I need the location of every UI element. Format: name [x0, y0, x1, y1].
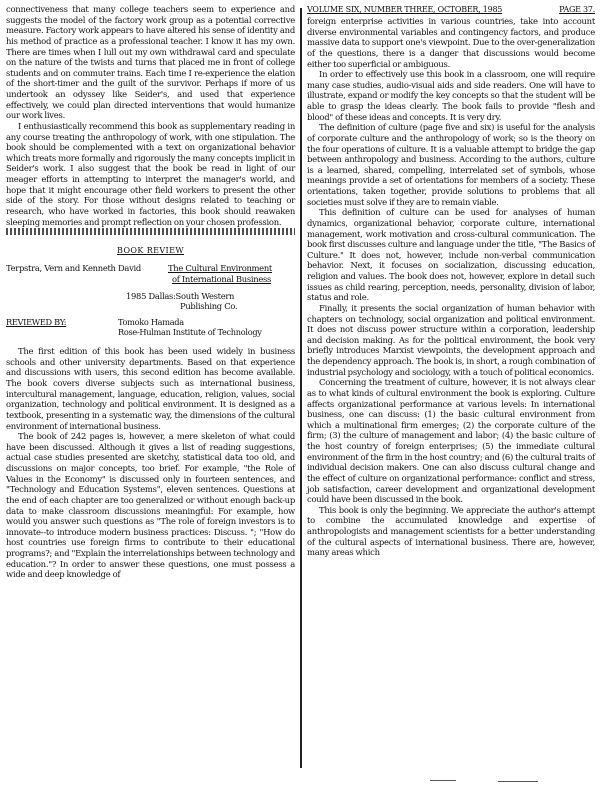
book-title: The Cultural Environment: [168, 263, 272, 274]
paragraph: foreign enterprise activities in various countries, take into account diverse environmental variables and contingency factors, and produce massive data to support one's viewpoint. Due to the over-generalization of the questions, there is a danger that discussions would become either too superficial or ambiguous.: [307, 16, 595, 69]
book-authors: Terpstra, Vern and Kenneth David: [6, 263, 141, 274]
paragraph: The definition of culture (page five and six) is useful for the analysis of corporate culture and the anthropology of work; so is the theory on the four operations of culture. It is a valuable attempt to bridge the gap between anthropology and business. According to the authors, culture is a learned, shared, compelling, interrelated set of symbols, whose meanings provide a set of orientations for members of a society. These orientations, taken together, provide solutions to problems that all societies must solve if they are to remain viable.: [307, 122, 595, 207]
paragraph: This definition of culture can be used for analyses of human dynamics, organizational behavior, corporate culture, international management, work motivation and cross-cultural communication. The book first discusses culture and language under the title, "The Basics of Culture." It does not, however, include non-verbal communication behavior. Next, it focuses on socialization, discussing education, religion and values. The book does not, however, explore in detail such issues as child rearing, perception, needs, personality, division of labor, status and role.: [307, 207, 595, 303]
scan-mark: [430, 780, 456, 781]
reviewer-block: [6, 317, 295, 337]
paragraph: The first edition of this book has been used widely in business schools and other university departments. Based on that experience and discussions with users, this second edition has become available. The book covers diverse subjects such as international business, intercultural management, language, education, religion, values, social organization, technology and political environment. It is designed as a textbook, presenting in a systematic way, the dimensions of the cultural environment of international business.: [6, 346, 295, 431]
paragraph: In order to effectively use this book in a classroom, one will require many case studies, audio-visual aids and side readers. One will have to illustrate, expand or modify the key concepts so that the student will be able to grasp the ideas clearly. The book fails to provide "flesh and blood" of these ideas and concepts. It is very dry.: [307, 69, 595, 122]
publisher-line: Publishing Co.: [180, 301, 238, 312]
reviewer-name: Tomoko Hamada: [118, 317, 184, 328]
scan-mark: [498, 781, 538, 782]
paragraph: I enthusiastically recommend this book as supplementary reading in any course treating the anthropology of work, with one stipulation. The book should be complemented with a text on organizational behavior which treats more formally and rigorously the many concepts implicit in Seider's work. I also suggest that the book be read in light of our meager efforts in attempting to interpret the manager's world, and hope that it might encourage other field workers to present the other side of the story. For those without designs related to teaching or research, who have worked in factories, this book should reawaken sleeping memories and prompt reflection on your chosen profession.: [6, 120, 295, 227]
scan-marks: [430, 778, 540, 784]
page-number: PAGE 37.: [559, 5, 595, 14]
paragraph: This book is only the beginning. We appreciate the author's attempt to combine the accumulated knowledge and expertise of anthropologists and management scientists for a better understanding of the cultural aspects of international business. There are, however, many areas which: [307, 504, 595, 558]
publisher-line: 1985 Dallas:South Western: [126, 291, 235, 302]
publisher-info: [126, 291, 295, 311]
paragraph: The book of 242 pages is, however, a mere skeleton of what could have been discussed. Although it gives a list of reading suggestions, actual case studies presented are sketchy, statistical data too old, and discussions on major concepts, too brief. For example, "the Role of Values in the Economy" is discussed only in fourteen sentences, and "Technology and Education Systems", eleven sentences. Questions at the end of each chapter are too generalized or without enough back-up data to make classroom discussions meaningful: For example, how would you answer such questions as "The role of foreign investors is to innovate--to introduce modern business practices: Discuss. "; "How do host countries use foreign firms to contribute to their educational programs?; and "Explain the interrelationships between technology and education."? In order to answer these questions, one must possess a wide and deep knowledge of: [6, 431, 295, 580]
column-divider: [300, 8, 302, 768]
paragraph: connectiveness that many college teachers seem to experience and suggests the model of the factory work group as a potential corrective measure. Factory work appears to have altered his sense of identity and his method of practice as a professional teacher. I know it has my own. There are times when I lull out my own withdrawal card and speculate on the nature of the twists and turns that placed me in front of college students and on commuter trains. Each time I re-experience the elation of the short-timer and the guilt of the survivor. Perhaps if more of us undertook an odyssey like Seider's, and used that experience effectively, we could plan directed interventions that would humanize our work lives.: [6, 4, 295, 121]
book-citation: [6, 263, 295, 285]
left-column: [6, 4, 295, 776]
book-title-cont: of International Business: [172, 274, 272, 285]
paragraph: Finally, it presents the social organization of human behavior with chapters on technology, social organization and political environment. It does not discuss power structure within a corporation, leadership and decision making. As for the political environment, the book very briefly introduces Marxist viewpoints, the development approach and the dependency approach. The book is, in short, a rough combination of industrial psychology and sociology, with a touch of political economics.: [307, 302, 595, 377]
issue-info: VOLUME SIX, NUMBER THREE, OCTOBER, 1985: [307, 5, 503, 14]
review-heading: BOOK REVIEW: [117, 246, 184, 256]
page-header: [307, 4, 595, 16]
reviewer-affiliation: Rose-Hulman Institute of Technology: [118, 327, 262, 338]
reviewed-by-label: REVIEWED BY:: [6, 317, 67, 328]
paragraph: Concerning the treatment of culture, however, it is not always clear as to what kinds of cultural environment the book is exploring. Culture affects organizational performance at various levels: In international business, one can discuss: (1) the basic cultural environment from which a multinational firm emerges; (2) the corporate culture of the firm; (3) the culture of management and labor; (4) the basic culture of the host country of foreign enterprises; (5) the immediate cultural environment of the firm in the host country; and (6) the cultural traits of individual decision makers. One can also discuss cultural change and the effect of culture on organizational performance: conflict and stress, job satisfaction, career development and organizational development could have been discussed in the book.: [307, 377, 595, 505]
right-column: [307, 4, 595, 776]
dotted-divider: [6, 228, 295, 235]
